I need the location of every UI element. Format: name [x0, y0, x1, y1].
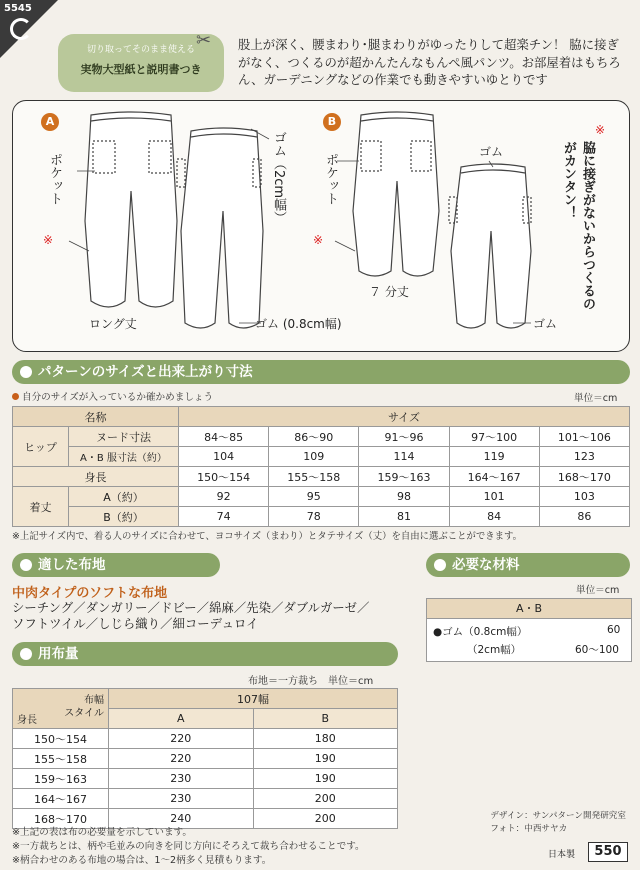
col-b: B [253, 709, 398, 729]
row-a: 230 [109, 769, 254, 789]
materials-row2-label: （2cm幅） [467, 644, 522, 656]
materials-row2-value: 60～100 [575, 644, 619, 656]
fabric-list: シーチング／ダンガリー／ドビー／綿麻／先染／ダブルガーゼ／ソフトツイル／しじら織り／細コーデュロイ [12, 600, 370, 632]
row-height: 168～170 [13, 809, 109, 829]
cell: 78 [269, 507, 359, 527]
badge-line1: 切り取ってそのまま使える [86, 45, 195, 55]
elastic-2cm-label: ゴム（2cm幅） [271, 131, 286, 225]
cell: 168～170 [539, 467, 629, 487]
row-height: 150～154 [13, 729, 109, 749]
design-credit: デザイン：サンパターン開発研究室 [490, 811, 626, 821]
cell: 74 [179, 507, 269, 527]
row-b: 200 [253, 789, 398, 809]
length-label: 着丈 [13, 487, 69, 527]
intro-text: 股上が深く、腰まわり･腿まわりがゆったりして超楽チン！ 脇に接ぎがなく、つくるのが超かんたんなもんぺ風パンツ。お部屋着はもちろん、ガーデニングなどの作業でも動きやすいゆとりです [238, 37, 621, 88]
style-label: スタイル [64, 708, 104, 719]
illustration-box [12, 100, 630, 352]
cell: 109 [269, 447, 359, 467]
row-b: 190 [253, 769, 398, 789]
row-height: 159～163 [13, 769, 109, 789]
yardage-note-3: ※柄合わせのある布地の場合は、1～2柄多く見積もります。 [12, 855, 272, 866]
cell: 86～90 [269, 427, 359, 447]
size-table [12, 406, 630, 527]
logo-icon [10, 18, 32, 40]
fabric-section-title: 適した布地 [12, 553, 220, 577]
fabric-subtitle: 中肉タイプのソフトな布地 [12, 586, 168, 601]
fabric-width-label: 布幅 [84, 695, 104, 706]
cell: 86 [539, 507, 629, 527]
label-a-marker: A [41, 113, 59, 131]
photo-credit: フォト：中西サヤカ [490, 824, 568, 834]
height-label: 身長 [13, 467, 179, 487]
yardage-section-title: 用布量 [12, 642, 398, 666]
badge-line2: 実物大型紙と説明書つき [80, 63, 202, 76]
row-a: 220 [109, 749, 254, 769]
cell: 155～158 [269, 467, 359, 487]
cell: 150～154 [179, 467, 269, 487]
long-length-label: ロング丈 [89, 317, 137, 331]
scissors-icon: ✂ [196, 30, 212, 51]
col-size: サイズ [179, 407, 630, 427]
size-hint [12, 389, 213, 403]
cell: 164～167 [449, 467, 539, 487]
cell: 104 [179, 447, 269, 467]
row-a: 240 [109, 809, 254, 829]
b-approx-label: B（約） [69, 507, 179, 527]
finished-label: A・B 服寸法（約） [69, 447, 179, 467]
seven-length-label: ７ 分丈 [369, 285, 409, 299]
label-b-marker: B [323, 113, 341, 131]
cell: 92 [179, 487, 269, 507]
a-approx-label: A（約） [69, 487, 179, 507]
materials-unit: 単位＝cm [576, 585, 620, 596]
yardage-sub: 布地＝一方裁ち 単位＝cm [248, 676, 374, 687]
note-mark: ※ [595, 123, 606, 137]
materials-row1-label: ●ゴム（0.8cm幅） [433, 626, 528, 638]
made-in-japan: 日本製 [548, 850, 576, 860]
yardage-corner [13, 689, 109, 729]
row-b: 190 [253, 749, 398, 769]
elastic-bottom-b-label: ゴム [533, 317, 558, 331]
yardage-note-2: ※一方裁ちとは、柄や毛並みの向きを同じ方向にそろえて裁ち合わせることです。 [12, 841, 365, 852]
mark-b: ※ [313, 233, 324, 247]
credits [490, 810, 626, 836]
nude-label: ヌード寸法 [69, 427, 179, 447]
materials-section-title: 必要な材料 [426, 553, 630, 577]
row-a: 220 [109, 729, 254, 749]
height-col-label: 身長 [17, 715, 37, 726]
cell: 114 [359, 447, 449, 467]
size-hint-text: 自分のサイズが入っているか確かめましょう [22, 392, 214, 403]
cell: 119 [449, 447, 539, 467]
pocket-label-a: ポケット [47, 153, 62, 205]
cell: 81 [359, 507, 449, 527]
cell: 98 [359, 487, 449, 507]
cell: 91～96 [359, 427, 449, 447]
price-box: 550 [588, 842, 628, 862]
cell: 84 [449, 507, 539, 527]
cell: 97～100 [449, 427, 539, 447]
pocket-label-b: ポケット [323, 153, 338, 205]
row-b: 200 [253, 809, 398, 829]
col-a: A [109, 709, 254, 729]
pattern-code: 5545 [4, 3, 32, 14]
row-a: 230 [109, 789, 254, 809]
size-note: ※上記サイズ内で、着る人のサイズに合わせて、ヨコサイズ（まわり）とタテサイズ（丈）を自由に選ぶことができます。 [12, 531, 522, 542]
cell: 84～85 [179, 427, 269, 447]
materials-header: A・B [427, 599, 631, 619]
cell: 103 [539, 487, 629, 507]
row-height: 164～167 [13, 789, 109, 809]
hip-label: ヒップ [13, 427, 69, 467]
cell: 123 [539, 447, 629, 467]
size-section-title: パターンのサイズと出来上がり寸法 [12, 360, 630, 384]
yardage-note-1: ※上記の表は布の必要量を示しています。 [12, 827, 192, 838]
materials-row1-value: 60 [607, 624, 621, 636]
cell: 159～163 [359, 467, 449, 487]
elastic-08-label: ゴム (0.8cm幅) [255, 317, 342, 331]
elastic-top-b-label: ゴム [479, 145, 504, 159]
size-unit: 単位＝cm [574, 393, 618, 404]
cell: 101 [449, 487, 539, 507]
mark-a: ※ [43, 233, 54, 247]
cell: 95 [269, 487, 359, 507]
col-name: 名称 [13, 407, 179, 427]
row-b: 180 [253, 729, 398, 749]
yardage-table [12, 688, 398, 829]
cell: 101～106 [539, 427, 629, 447]
row-height: 155～158 [13, 749, 109, 769]
materials-box [426, 598, 632, 662]
side-seam-note: 脇に接ぎがないからつくるのがカンタン！ [561, 141, 595, 310]
width-value: 107幅 [109, 689, 398, 709]
